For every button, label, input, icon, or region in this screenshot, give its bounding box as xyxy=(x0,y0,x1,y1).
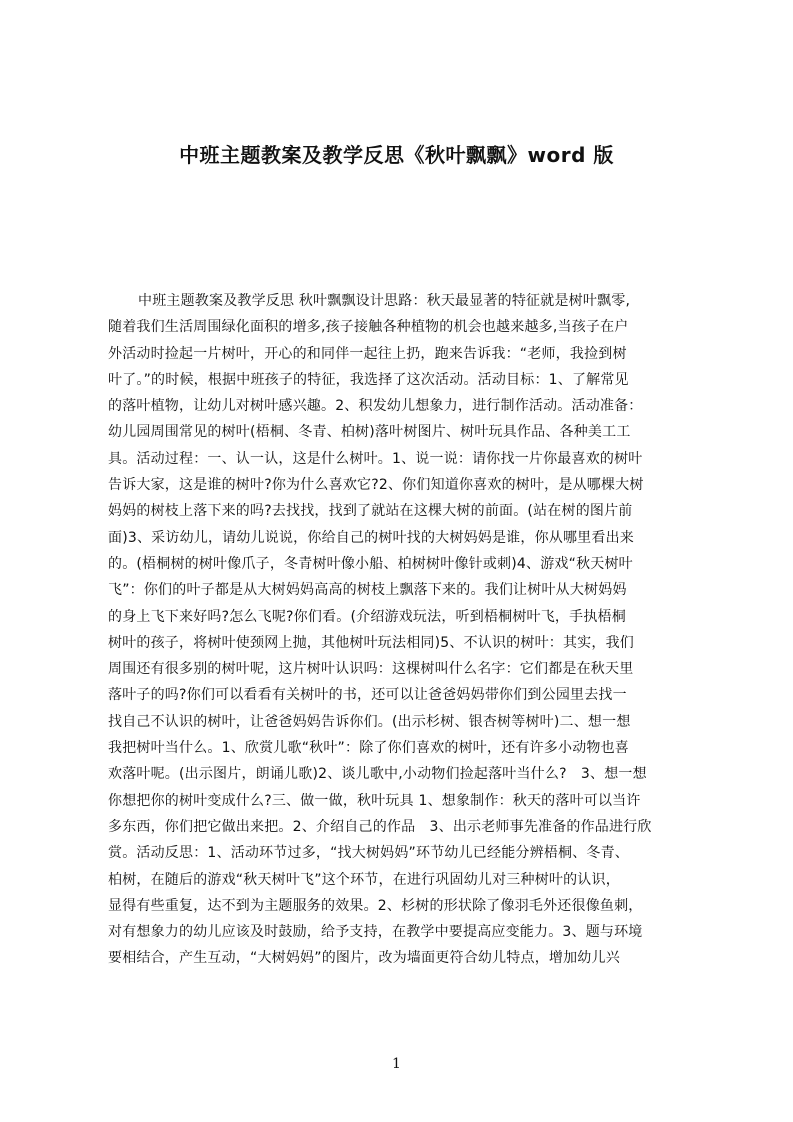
body-line: 告诉大家，这是谁的树叶?你为什么喜欢它?2、你们知道你喜欢的树叶，是从哪棵大树 xyxy=(108,477,644,494)
body-line: 找自己不认识的树叶，让爸爸妈妈告诉你们。(出示杉树、银杏树等树叶)二、想一想 xyxy=(108,713,631,730)
body-line: 妈妈的树枝上落下来的吗?去找找，找到了就站在这棵大树的前面。(站在树的图片前 xyxy=(108,503,633,520)
document-body xyxy=(108,288,694,988)
body-line: 的身上飞下来好吗?怎么飞呢?你们看。(介绍游戏玩法，听到梧桐树叶飞，手执梧桐 xyxy=(108,608,626,625)
body-line: 面)3、采访幼儿，请幼儿说说，你给自己的树叶找的大树妈妈是谁，你从哪里看出来 xyxy=(108,529,634,546)
body-line: 欢落叶呢。(出示图片，朗诵儿歌)2、谈儿歌中,小动物们捡起落叶当什么? 3、想一想 xyxy=(108,766,647,783)
body-line: 我把树叶当什么。1、欣赏儿歌“秋叶”：除了你们喜欢的树叶，还有许多小动物也喜 xyxy=(108,740,630,757)
body-line: 树叶的孩子，将树叶使颈网上抛，其他树叶玩法相同)5、不认识的树叶：其实，我们 xyxy=(108,634,634,651)
body-line: 飞”：你们的叶子都是从大树妈妈高高的树枝上飘落下来的。我们让树叶从大树妈妈 xyxy=(108,582,627,599)
page-number: 1 xyxy=(392,1056,401,1072)
body-line: 对有想象力的幼儿应该及时鼓励，给予支持，在教学中要提高应变能力。3、题与环境 xyxy=(108,924,643,941)
body-line: 的。(梧桐树的树叶像爪子，冬青树叶像小船、柏树树叶像针或刺)4、游戏“秋天树叶 xyxy=(108,555,633,572)
body-line: 你想把你的树叶变成什么?三、做一做，秋叶玩具 1、想象制作：秋天的落叶可以当许 xyxy=(108,792,641,809)
body-line: 随着我们生活周围绿化面积的增多,孩子接触各种植物的机会也越来越多,当孩子在户 xyxy=(108,319,629,336)
body-line: 外活动时捡起一片树叶，开心的和同伴一起往上扔，跑来告诉我：“老师，我捡到树 xyxy=(108,345,627,362)
body-line: 幼儿园周围常见的树叶(梧桐、冬青、柏树)落叶树图片、树叶玩具作品、各种美工工 xyxy=(108,424,631,441)
body-line: 赏。活动反思：1、活动环节过多，“找大树妈妈”环节幼儿已经能分辨梧桐、冬青、 xyxy=(108,845,630,862)
body-line: 柏树，在随后的游戏“秋天树叶飞”这个环节，在进行巩固幼儿对三种树叶的认识， xyxy=(108,871,620,888)
body-line: 叶了。”的时候，根据中班孩子的特征，我选择了这次活动。活动目标：1、了解常见 xyxy=(108,371,629,388)
body-line: 多东西，你们把它做出来把。2、介绍自己的作品 3、出示老师事先准备的作品进行欣 xyxy=(108,818,652,835)
body-line: 显得有些重复，达不到为主题服务的效果。2、杉树的形状除了像羽毛外还很像鱼刺， xyxy=(108,897,643,914)
body-line: 周围还有很多别的树叶呢，这片树叶认识吗：这棵树叫什么名字：它们都是在秋天里 xyxy=(108,661,634,678)
body-line: 要相结合，产生互动，“大树妈妈”的图片，改为墙面更符合幼儿特点，增加幼儿兴 xyxy=(108,950,620,967)
body-line: 的落叶植物，让幼儿对树叶感兴趣。2、积发幼儿想象力，进行制作活动。活动准备： xyxy=(108,398,643,415)
body-line: 具。活动过程：一、认一认，这是什么树叶。1、说一说：请你找一片你最喜欢的树叶 xyxy=(108,450,643,467)
body-line: 落叶子的吗?你们可以看看有关树叶的书，还可以让爸爸妈妈带你们到公园里去找一 xyxy=(108,687,627,704)
document-title: 中班主题教案及教学反思《秋叶飘飘》word 版 xyxy=(179,143,614,167)
body-line: 中班主题教案及教学反思 秋叶飘飘设计思路：秋天最显著的特征就是树叶飘零, xyxy=(138,293,631,309)
